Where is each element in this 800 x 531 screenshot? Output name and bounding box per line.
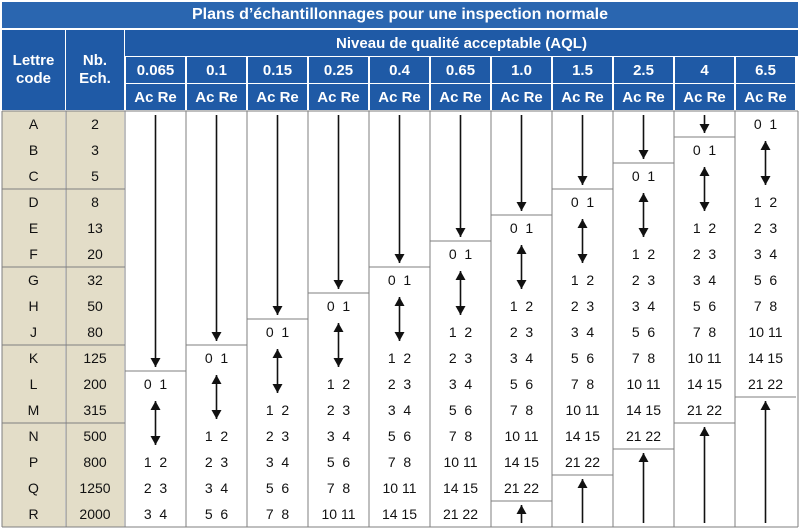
arrow-head-down <box>395 332 405 341</box>
sample-size: 32 <box>87 272 103 288</box>
arrow-head-down <box>578 254 588 263</box>
ac-re-value: 5 6 <box>570 350 595 366</box>
arrow-head-up <box>456 271 466 280</box>
ac-re-value: 3 4 <box>570 324 595 340</box>
code-letter: F <box>29 246 38 262</box>
aql-level-header: 1.0 <box>492 57 551 83</box>
arrow-head-down <box>517 280 527 289</box>
ac-re-value: 0 1 <box>265 324 290 340</box>
arrow-head-down <box>578 176 588 185</box>
ac-re-header: Ac Re <box>675 84 734 110</box>
ac-re-value: 2 3 <box>143 480 168 496</box>
ac-re-value: 3 4 <box>143 506 168 522</box>
sample-size: 13 <box>87 220 103 236</box>
arrow-head-down <box>700 124 710 133</box>
arrow-head-up <box>212 375 222 384</box>
code-letter: J <box>30 324 37 340</box>
ac-re-value: 2 3 <box>448 350 473 366</box>
ac-re-value: 1 2 <box>143 454 168 470</box>
ac-re-value: 3 4 <box>204 480 229 496</box>
ac-re-value: 2 3 <box>753 220 778 236</box>
arrow-head-down <box>212 410 222 419</box>
ac-re-value: 2 3 <box>570 298 595 314</box>
ac-re-value: 5 6 <box>387 428 412 444</box>
ac-re-value: 5 6 <box>631 324 656 340</box>
sample-size: 1250 <box>79 480 111 496</box>
ac-re-header: Ac Re <box>126 84 185 110</box>
ac-re-value: 0 1 <box>753 116 778 132</box>
aql-level-header: 0.4 <box>370 57 429 83</box>
code-letter: Q <box>28 480 39 496</box>
ac-re-value: 14 15 <box>442 480 479 496</box>
ac-re-value: 0 1 <box>692 142 717 158</box>
ac-re-value: 1 2 <box>692 220 717 236</box>
ac-re-value: 3 4 <box>692 272 717 288</box>
ac-re-value: 1 2 <box>448 324 473 340</box>
arrow-head-down <box>456 228 466 237</box>
ac-re-value: 14 15 <box>625 402 662 418</box>
sample-size-header: Nb. Ech. <box>66 30 124 110</box>
ac-re-value: 5 6 <box>204 506 229 522</box>
ac-re-value: 10 11 <box>382 480 417 496</box>
arrow-head-up <box>517 245 527 254</box>
code-letter: E <box>28 220 39 236</box>
ac-re-header: Ac Re <box>736 84 795 110</box>
ac-re-value: 21 22 <box>686 402 723 418</box>
ac-re-value: 1 2 <box>265 402 290 418</box>
ac-re-value: 5 6 <box>753 272 778 288</box>
arrow-head-down <box>273 306 283 315</box>
aql-level-header: 4 <box>675 57 734 83</box>
arrow-head-up <box>578 219 588 228</box>
ac-re-header: Ac Re <box>309 84 368 110</box>
ac-re-value: 0 1 <box>509 220 534 236</box>
arrow-head-down <box>334 280 344 289</box>
ac-re-value: 3 4 <box>326 428 351 444</box>
arrow-head-up <box>639 453 649 462</box>
aql-level-header: 0.065 <box>126 57 185 83</box>
arrow-head-down <box>395 254 405 263</box>
ac-re-header: Ac Re <box>431 84 490 110</box>
ac-re-value: 21 22 <box>564 454 601 470</box>
aql-level-header: 1.5 <box>553 57 612 83</box>
arrow-head-up <box>151 401 161 410</box>
sample-size: 50 <box>87 298 103 314</box>
ac-re-header: Ac Re <box>248 84 307 110</box>
arrow-head-up <box>700 427 710 436</box>
ac-re-value: 2 3 <box>265 428 290 444</box>
aql-level-header: 2.5 <box>614 57 673 83</box>
ac-re-header: Ac Re <box>614 84 673 110</box>
ac-re-value: 5 6 <box>692 298 717 314</box>
ac-re-value: 10 11 <box>748 324 783 340</box>
ac-re-header: Ac Re <box>553 84 612 110</box>
aql-level-header: 6.5 <box>736 57 795 83</box>
arrow-head-down <box>151 358 161 367</box>
ac-re-value: 3 4 <box>631 298 656 314</box>
sample-size: 200 <box>83 376 107 392</box>
ac-re-value: 2 3 <box>204 454 229 470</box>
ac-re-header: Ac Re <box>492 84 551 110</box>
ac-re-value: 1 2 <box>753 194 778 210</box>
code-header: Lettre code <box>2 30 65 110</box>
code-letter: R <box>28 506 39 522</box>
ac-re-value: 2 3 <box>387 376 412 392</box>
arrow-head-up <box>578 479 588 488</box>
ac-re-value: 10 11 <box>565 402 600 418</box>
arrow-head-down <box>273 384 283 393</box>
arrow-head-up <box>700 167 710 176</box>
sample-size: 2 <box>91 116 99 132</box>
code-letter: K <box>28 350 39 366</box>
aql-level-header: 0.15 <box>248 57 307 83</box>
arrow-head-up <box>639 193 649 202</box>
arrow-head-down <box>151 436 161 445</box>
arrow-head-down <box>639 228 649 237</box>
ac-re-value: 10 11 <box>321 506 356 522</box>
code-letter: D <box>28 194 39 210</box>
ac-re-value: 1 2 <box>387 350 412 366</box>
ac-re-value: 1 2 <box>570 272 595 288</box>
arrow-head-up <box>273 349 283 358</box>
code-letter: L <box>29 376 38 392</box>
ac-re-value: 3 4 <box>753 246 778 262</box>
ac-re-value: 1 2 <box>204 428 229 444</box>
ac-re-header: Ac Re <box>370 84 429 110</box>
ac-re-value: 21 22 <box>747 376 784 392</box>
ac-re-value: 14 15 <box>503 454 540 470</box>
ac-re-header: Ac Re <box>187 84 246 110</box>
ac-re-value: 7 8 <box>265 506 290 522</box>
ac-re-value: 1 2 <box>631 246 656 262</box>
aql-header: Niveau de qualité acceptable (AQL) <box>125 30 798 56</box>
ac-re-value: 2 3 <box>326 402 351 418</box>
sample-size: 8 <box>91 194 99 210</box>
ac-re-value: 1 2 <box>509 298 534 314</box>
ac-re-value: 7 8 <box>570 376 595 392</box>
ac-re-value: 10 11 <box>626 376 661 392</box>
ac-re-value: 3 4 <box>387 402 412 418</box>
ac-re-value: 5 6 <box>265 480 290 496</box>
ac-re-value: 0 1 <box>326 298 351 314</box>
ac-re-value: 10 11 <box>504 428 539 444</box>
arrow-head-up <box>761 401 771 410</box>
code-letter: H <box>28 298 39 314</box>
arrow-head-up <box>761 141 771 150</box>
ac-re-value: 14 15 <box>381 506 418 522</box>
arrow-head-up <box>517 505 527 514</box>
code-letter: A <box>28 116 39 132</box>
sample-size: 3 <box>91 142 99 158</box>
sample-size: 20 <box>87 246 103 262</box>
ac-re-value: 2 3 <box>692 246 717 262</box>
code-letter: C <box>28 168 39 184</box>
ac-re-value: 7 8 <box>631 350 656 366</box>
aql-level-header: 0.25 <box>309 57 368 83</box>
ac-re-value: 14 15 <box>686 376 723 392</box>
code-letter: N <box>28 428 39 444</box>
table-title: Plans d’échantillonnages pour une inspection normale <box>2 2 798 28</box>
sample-size: 80 <box>87 324 103 340</box>
ac-re-value: 3 4 <box>265 454 290 470</box>
ac-re-value: 0 1 <box>631 168 656 184</box>
ac-re-value: 5 6 <box>448 402 473 418</box>
sample-size: 5 <box>91 168 99 184</box>
ac-re-value: 3 4 <box>448 376 473 392</box>
code-letter: P <box>28 454 39 470</box>
arrow-head-down <box>517 202 527 211</box>
sample-size: 800 <box>83 454 107 470</box>
ac-re-value: 5 6 <box>326 454 351 470</box>
ac-re-value: 21 22 <box>503 480 540 496</box>
arrow-head-down <box>212 332 222 341</box>
ac-re-value: 0 1 <box>143 376 168 392</box>
ac-re-value: 0 1 <box>448 246 473 262</box>
code-letter: G <box>28 272 39 288</box>
ac-re-value: 1 2 <box>326 376 351 392</box>
ac-re-value: 7 8 <box>753 298 778 314</box>
aql-level-header: 0.65 <box>431 57 490 83</box>
arrow-head-up <box>334 323 344 332</box>
ac-re-value: 14 15 <box>564 428 601 444</box>
sample-size: 315 <box>83 402 107 418</box>
ac-re-value: 21 22 <box>625 428 662 444</box>
ac-re-value: 10 11 <box>687 350 722 366</box>
code-letter: M <box>27 402 40 418</box>
ac-re-value: 0 1 <box>204 350 229 366</box>
sample-size: 500 <box>83 428 107 444</box>
arrow-head-down <box>639 150 649 159</box>
sample-size: 2000 <box>79 506 111 522</box>
ac-re-value: 7 8 <box>448 428 473 444</box>
ac-re-value: 7 8 <box>387 454 412 470</box>
aql-level-header: 0.1 <box>187 57 246 83</box>
ac-re-value: 2 3 <box>509 324 534 340</box>
ac-re-value: 2 3 <box>631 272 656 288</box>
arrow-head-down <box>761 176 771 185</box>
code-letter: B <box>28 142 39 158</box>
arrow-head-up <box>395 297 405 306</box>
ac-re-value: 0 1 <box>387 272 412 288</box>
arrow-head-down <box>456 306 466 315</box>
sample-size: 125 <box>83 350 107 366</box>
ac-re-value: 7 8 <box>509 402 534 418</box>
ac-re-value: 10 11 <box>443 454 478 470</box>
ac-re-value: 14 15 <box>747 350 784 366</box>
ac-re-value: 3 4 <box>509 350 534 366</box>
ac-re-value: 7 8 <box>326 480 351 496</box>
ac-re-value: 5 6 <box>509 376 534 392</box>
ac-re-value: 21 22 <box>442 506 479 522</box>
ac-re-value: 7 8 <box>692 324 717 340</box>
arrow-head-down <box>700 202 710 211</box>
arrow-head-down <box>334 358 344 367</box>
ac-re-value: 0 1 <box>570 194 595 210</box>
